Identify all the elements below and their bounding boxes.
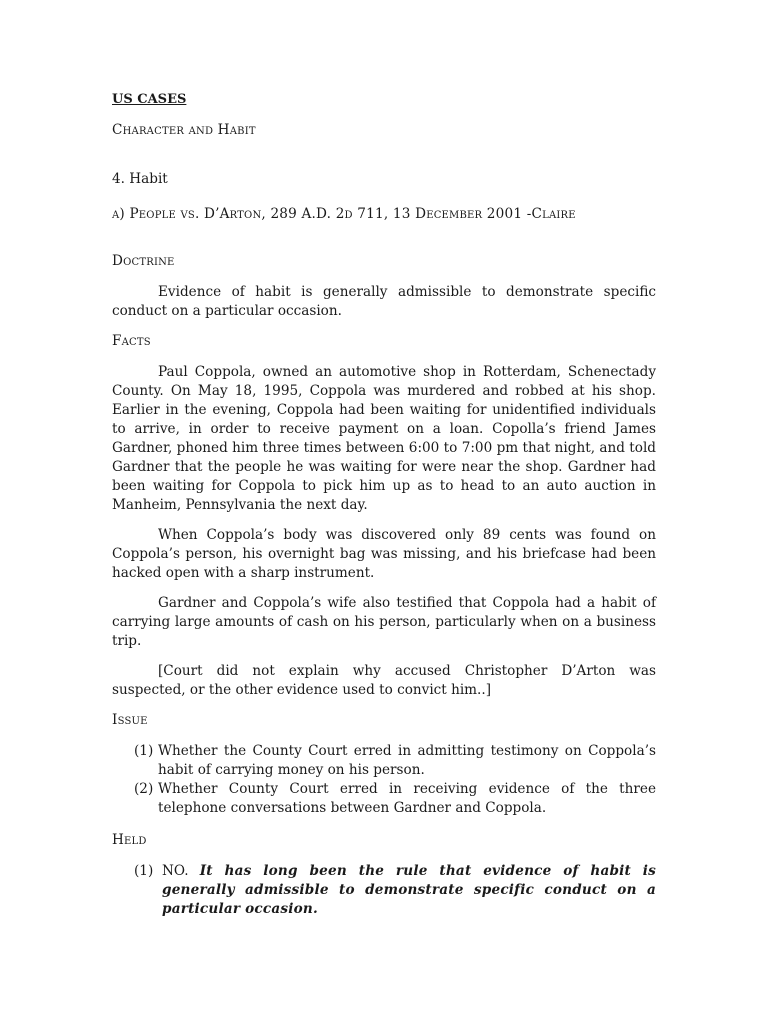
held-number: (1) xyxy=(134,863,154,879)
facts-paragraph-3: Gardner and Coppola’s wife also testified that Coppola had a habit of carrying large amounts of cash on his person, particularly when on a business trip. xyxy=(112,595,656,649)
chapter-heading: Character and Habit xyxy=(112,122,256,138)
issue-heading: Issue xyxy=(112,712,148,728)
held-lead: NO. xyxy=(162,863,200,879)
held-heading: Held xyxy=(112,832,147,848)
held-text: It has long been the rule that evidence of habit is generally admissible to demonstrate specific conduct on a particular occasion. xyxy=(162,863,656,917)
held-list xyxy=(112,862,656,919)
issue-number: (2) xyxy=(134,781,154,797)
issue-number: (1) xyxy=(134,743,154,759)
issue-text: Whether County Court erred in receiving evidence of the three telephone conversations between Gardner and Coppola. xyxy=(158,781,656,816)
issue-item-2 xyxy=(112,780,656,818)
section-heading: 4. Habit xyxy=(112,171,168,187)
document-title: US CASES xyxy=(112,92,187,107)
issue-text: Whether the County Court erred in admitting testimony on Coppola’s habit of carrying money on his person. xyxy=(158,743,656,778)
facts-heading: Facts xyxy=(112,333,151,349)
facts-paragraph-4: [Court did not explain why accused Christopher D’Arton was suspected, or the other evidence used to convict him..] xyxy=(112,663,656,698)
facts-paragraph-2: When Coppola’s body was discovered only 89 cents was found on Coppola’s person, his overnight bag was missing, and his briefcase had been hacked open with a sharp instrument. xyxy=(112,527,656,581)
issue-list xyxy=(112,742,656,818)
issue-item-1 xyxy=(112,742,656,780)
doctrine-heading: Doctrine xyxy=(112,253,175,269)
case-heading: a) People vs. D’Arton, 289 A.D. 2d 711, 13 December 2001 -Claire xyxy=(112,206,576,222)
facts-paragraph-1: Paul Coppola, owned an automotive shop in Rotterdam, Schenectady County. On May 18, 1995, Coppola was murdered and robbed at his shop. Earlier in the evening, Coppola had been waiting for unidentified individuals to arrive, in order to receive payment on a loan. Copolla’s friend James Gardner, phoned him three times between 6:00 to 7:00 pm that night, and told Gardner that the people he was waiting for were near the shop. Gardner had been waiting for Coppola to pick him up as to head to an auto auction in Manheim, Pennsylvania the next day. xyxy=(112,364,656,513)
held-item-1 xyxy=(112,862,656,919)
doctrine-paragraph: Evidence of habit is generally admissible to demonstrate specific conduct on a particular occasion. xyxy=(112,284,656,319)
